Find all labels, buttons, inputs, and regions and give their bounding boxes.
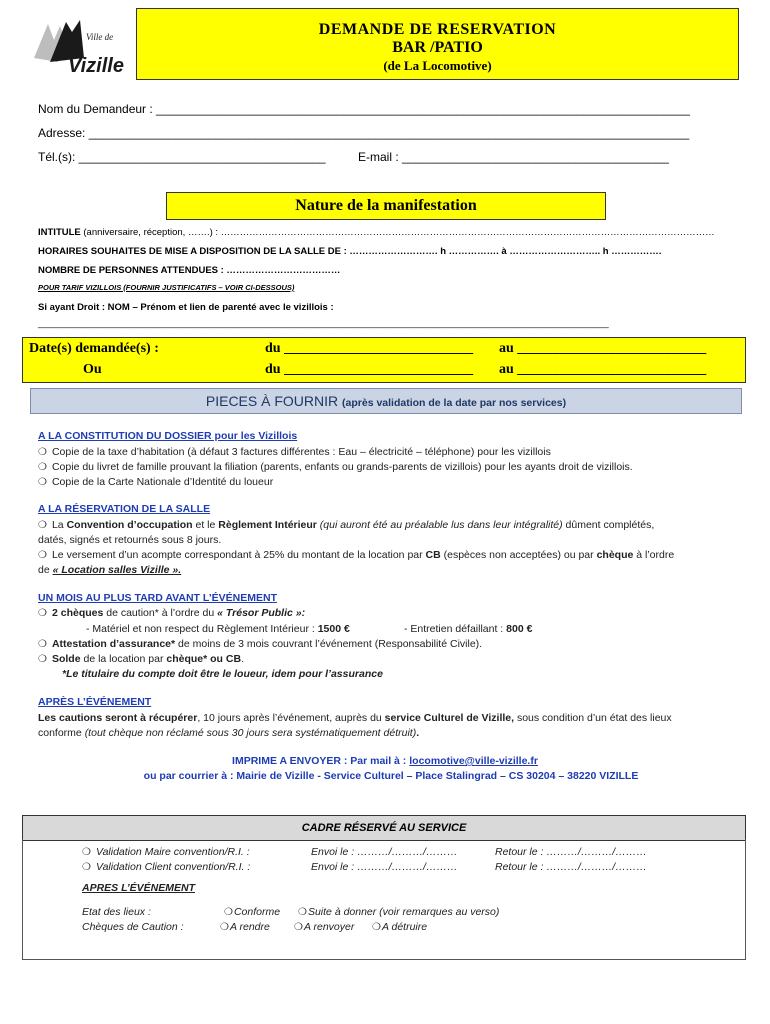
validation-client: ❍ Validation Client convention/R.I. : [82,861,251,873]
date-from-2[interactable]: du ___________________________ [265,362,474,377]
logo-ville-de: Ville de [86,32,114,42]
avant-note: *Le titulaire du compte doit être le loueur, idem pour l’assurance [62,668,383,680]
applicant-address-field[interactable]: Adresse: __________________________________________________________________________________________ [38,126,690,140]
option-a-renvoyer[interactable]: ❍A renvoyer [294,921,355,933]
list-item: ❍ Copie de la Carte Nationale d’Identité du loueur [38,476,274,488]
checkbox-icon: ❍ [372,922,381,933]
cheques-caution-label: Chèques de Caution : [82,921,184,933]
applicant-email-field[interactable]: E-mail : ________________________________________ [358,150,669,164]
checkbox-icon[interactable]: ❍ [82,862,91,873]
cadre-apres-heading: APRES L’ÉVÉNEMENT [82,882,195,894]
etat-des-lieux-label: Etat des lieux : [82,906,151,918]
list-item: ❍ Copie de la taxe d’habitation (à défaut 3 factures différentes : Eau – électricité – téléphone) pour les vizillois [38,446,551,458]
reservation-line-2: datés, signés et retournés sous 8 jours. [38,534,222,546]
checkbox-icon[interactable]: ❍ [38,447,47,458]
checkbox-icon[interactable]: ❍ [38,462,47,473]
reservation-line-4: de « Location salles Vizille ». [38,564,182,576]
avant-heading: UN MOIS AU PLUS TARD AVANT L’ÉVÉNEMENT [38,592,277,604]
intitule-rest: (anniversaire, réception, …….) : ………………………………………………………………………………………………………………………………………… [80,227,715,238]
retour-date-2[interactable]: Retour le : ………/………/……… [495,861,647,873]
vizille-logo [28,18,130,76]
apres-line-2: conforme (tout chèque non réclamé sous 30 jours sera systématiquement détruit). [38,727,420,739]
intitule-label: INTITULE [38,227,81,238]
title-line-3: (de La Locomotive) [383,58,492,73]
option-a-rendre[interactable]: ❍A rendre [220,921,270,933]
date-to-1[interactable]: au ___________________________ [499,341,707,356]
checkbox-icon[interactable]: ❍ [38,520,47,531]
pieces-title: PIECES À FOURNIR [205,393,339,409]
envoi-line-1: IMPRIME A ENVOYER : Par mail à : locomotive@ville-vizille.fr [232,755,538,767]
checkbox-icon[interactable]: ❍ [38,639,47,650]
validation-maire: ❍ Validation Maire convention/R.I. : [82,846,250,858]
checkbox-icon: ❍ [220,922,229,933]
title-box [136,8,739,80]
envoi-line-2: ou par courrier à : Mairie de Vizille - Service Culturel – Place Stalingrad – CS 30204 – 38220 VIZILLE [143,770,639,782]
option-conforme[interactable]: ❍Conforme [224,906,281,918]
pieces-subtitle: (après validation de la date par nos services) [342,397,567,409]
avant-line-4: ❍ Solde de la location par chèque* ou CB. [38,653,244,665]
logo-vizille: Vizille [68,55,124,76]
checkbox-icon: ❍ [294,922,303,933]
dates-or-label: Ou [83,362,102,377]
ayant-droit-line[interactable]: ____________________________________________________________________________________________________________ [38,318,609,329]
envoi-date-2[interactable]: Envoi le : ………/………/……… [311,861,458,873]
avant-line-1: ❍ 2 chèques de caution* à l’ordre du « Trésor Public »: [38,607,306,619]
horaires-field[interactable]: HORAIRES SOUHAITES DE MISE A DISPOSITION DE LA SALLE DE : ………………………. h ……………. à ……………………….. h ……………. [38,246,662,257]
intitule-field[interactable] [38,227,715,238]
nature-heading: Nature de la manifestation [166,192,606,220]
apres-heading: APRÈS L’ÉVÉNEMENT [38,696,152,708]
checkbox-icon[interactable]: ❍ [38,477,47,488]
constitution-heading: A LA CONSTITUTION DU DOSSIER pour les Vizillois [38,430,298,442]
option-a-detruire[interactable]: ❍A détruire [372,921,428,933]
avant-line-2b: - Entretien défaillant : 800 € [404,623,533,635]
reservation-line-3: ❍ Le versement d’un acompte correspondant à 25% du montant de la location par CB (espèces non acceptées) ou par chèque à l’ordre [38,549,675,561]
email-link[interactable]: locomotive@ville-vizille.fr [409,755,538,767]
apres-line-1: Les cautions seront à récupérer, 10 jours après l’événement, auprès du service Culturel de Vizille, sous condition d’un état des lieux [38,712,672,724]
dates-label: Date(s) demandée(s) : [29,341,159,356]
dates-box [22,337,746,383]
title-line-2: BAR /PATIO [392,39,483,56]
date-from-1[interactable]: du ___________________________ [265,341,474,356]
checkbox-icon[interactable]: ❍ [38,608,47,619]
checkbox-icon[interactable]: ❍ [38,654,47,665]
nombre-personnes-field[interactable]: NOMBRE DE PERSONNES ATTENDUES : ……………………………… [38,265,341,276]
envoi-date-1[interactable]: Envoi le : ………/………/……… [311,846,458,858]
option-suite[interactable]: ❍Suite à donner (voir remarques au verso) [298,906,500,918]
retour-date-1[interactable]: Retour le : ………/………/……… [495,846,647,858]
date-to-2[interactable]: au ___________________________ [499,362,707,377]
cadre-heading: CADRE RÉSERVÉ AU SERVICE [22,815,746,841]
avant-line-3: ❍ Attestation d’assurance* de moins de 3 mois couvrant l’événement (Responsabilité Civile). [38,638,483,650]
ayant-droit-label: Si ayant Droit : NOM – Prénom et lien de parenté avec le vizillois : [38,302,334,313]
reservation-line-1: ❍ La Convention d’occupation et le Règlement Intérieur (qui auront été au préalable lus dans leur intégralité) dûment complétés, [38,519,655,531]
list-item: ❍ Copie du livret de famille prouvant la filiation (parents, enfants ou grands-parents de vizillois) pour les ayants droit de vizillois. [38,461,633,473]
applicant-phone-field[interactable]: Tél.(s): _____________________________________ [38,150,326,164]
checkbox-icon[interactable]: ❍ [82,847,91,858]
checkbox-icon: ❍ [298,907,307,918]
checkbox-icon: ❍ [224,907,233,918]
checkbox-icon[interactable]: ❍ [38,550,47,561]
avant-line-2: - Matériel et non respect du Règlement Intérieur : 1500 € [86,623,350,635]
reservation-heading: A LA RÉSERVATION DE LA SALLE [38,503,211,515]
applicant-name-field[interactable]: Nom du Demandeur : ________________________________________________________________________________ [38,102,690,116]
title-line-1: DEMANDE DE RESERVATION [318,21,557,38]
tarif-note: POUR TARIF VIZILLOIS (FOURNIR JUSTIFICATIFS – VOIR CI-DESSOUS) [38,283,295,292]
pieces-heading [30,388,742,414]
